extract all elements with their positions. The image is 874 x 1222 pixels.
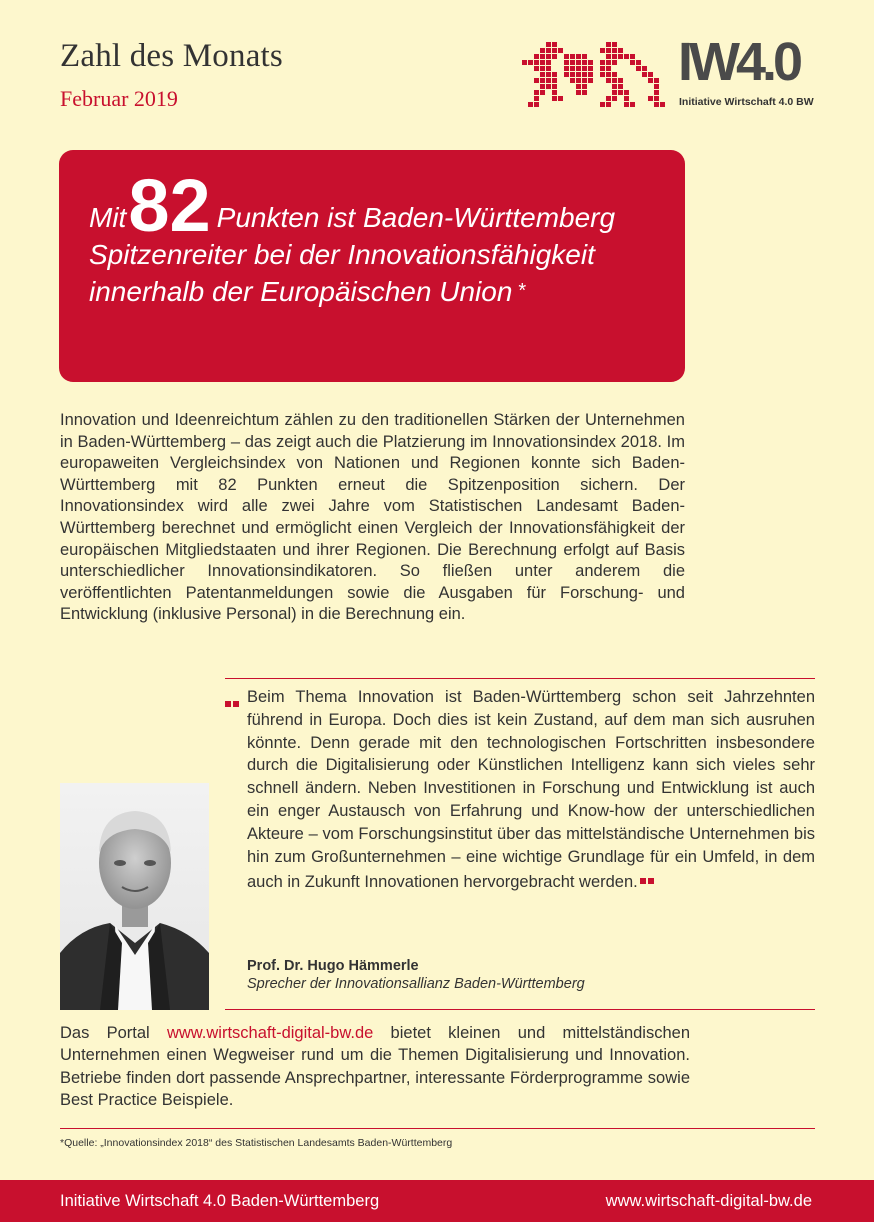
page-subtitle: Februar 2019 [60, 86, 178, 111]
source-footnote: *Quelle: „Innovationsindex 2018“ des Statistischen Landesamts Baden-Württemberg [60, 1137, 453, 1149]
footnote-marker: * [518, 280, 527, 302]
portal-text-after: bietet kleinen und mittelständischen Unternehmen einen Wegweiser rund um die Themen Digitalisierung und Innovation. Betriebe finden dort passende Ansprechpartner, interessante Förderprogramme sowie Best Practice Beispiele. [60, 1024, 690, 1110]
portrait-photo [60, 783, 209, 1010]
highlight-box [59, 150, 685, 382]
quote-bottom-divider [225, 1009, 815, 1010]
highlight-headline [89, 164, 669, 310]
logo-tagline: Initiative Wirtschaft 4.0 BW [679, 96, 814, 108]
logo-wordmark: IW4.0 [678, 32, 800, 92]
footer-bar [0, 1180, 874, 1222]
portal-paragraph [60, 1022, 690, 1112]
footnote-divider [60, 1128, 815, 1129]
baden-wuerttemberg-lions-pixel-logo-icon [518, 40, 668, 110]
quote-author-role: Sprecher der Innovationsallianz Baden-Württemberg [247, 976, 585, 992]
portal-text-before: Das Portal [60, 1024, 167, 1042]
footer-org-name: Initiative Wirtschaft 4.0 Baden-Württemberg [60, 1192, 380, 1210]
highlight-text: Punkten ist Baden-Württemberg Spitzenreiter bei der Innovationsfähigkeit innerhalb der Europäischen Union [89, 202, 616, 307]
footer-website-link[interactable]: www.wirtschaft-digital-bw.de [605, 1192, 812, 1210]
quote-text: Beim Thema Innovation ist Baden-Württemberg schon seit Jahrzehnten führend in Europa. Doch dies ist kein Zustand, auf dem man sich ausruhen könnte. Denn gerade mit den technologischen Fortschritten insbesondere durch die Digitalisierung oder Künstlichen Intelligenz kann sich vieles sehr schnell ändern. Neben Investitionen in Forschung und Entwicklung ist auch ein enger Austausch von Erfahrung und Know-how der unterschiedlichen Akteure – vom Forschungsinstitut über das mittelständische Unternehmen bis hin zum Großunternehmen – eine wichtige Grundlage für ein Umfeld, in dem auch in Zukunft Innovationen hervorgebracht werden. [247, 688, 815, 892]
intro-paragraph: Innovation und Ideenreichtum zählen zu den traditionellen Stärken der Unternehmen in Baden-Württemberg – das zeigt auch die Platzierung im Innovationsindex 2018. Im europaweiten Vergleichsindex von Nationen und Regionen konnte sich Baden-Württemberg mit 82 Punkten erneut die Spitzenposition sichern. Der Innovationsindex wird alle zwei Jahre vom Statistischen Landesamt Baden-Württemberg berechnet und ermöglicht einen Vergleich der Innovationsfähigkeit der europäischen Mitgliedstaaten und ihrer Regionen. Die Berechnung erfolgt auf Basis unterschiedlicher Innovationsindikatoren. So fließen unter anderem die veröffentlichten Patentanmeldungen sowie die Ausgaben für Forschung- und Entwicklung (inklusive Personal) in die Berechnung ein. [60, 411, 685, 624]
quote-author-name: Prof. Dr. Hugo Hämmerle [247, 958, 419, 974]
portal-link[interactable]: www.wirtschaft-digital-bw.de [166, 1024, 374, 1042]
iw40-logo[interactable] [518, 32, 818, 112]
highlight-prefix: Mit [89, 202, 127, 233]
quote-open-icon [225, 694, 241, 712]
page-title: Zahl des Monats [60, 38, 283, 74]
quote-block [247, 686, 815, 894]
quote-top-divider [225, 678, 815, 679]
highlight-number: 82 [128, 164, 211, 247]
quote-close-icon [640, 868, 656, 891]
